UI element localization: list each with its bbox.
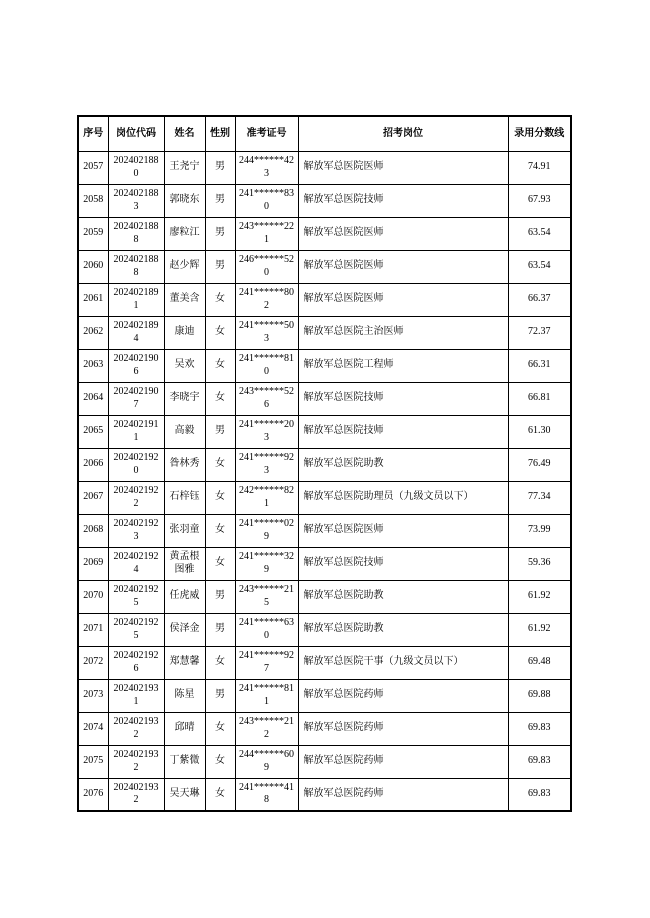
cell-code: 2024021906 (108, 349, 164, 382)
cell-position: 解放军总医院助教 (298, 448, 508, 481)
cell-ticket: 243******212 (235, 712, 298, 745)
table-row (78, 184, 571, 217)
cell-gender: 男 (205, 580, 235, 613)
cell-seq: 2075 (78, 745, 108, 778)
table-header (78, 116, 571, 151)
cell-gender: 男 (205, 151, 235, 184)
cell-position: 解放军总医院技师 (298, 547, 508, 580)
cell-seq: 2059 (78, 217, 108, 250)
header-cell-name: 姓名 (164, 116, 205, 151)
cell-ticket: 243******215 (235, 580, 298, 613)
cell-code: 2024021924 (108, 547, 164, 580)
cell-score: 59.36 (508, 547, 571, 580)
cell-gender: 男 (205, 217, 235, 250)
cell-code: 2024021907 (108, 382, 164, 415)
cell-position: 解放军总医院技师 (298, 382, 508, 415)
cell-score: 63.54 (508, 217, 571, 250)
cell-score: 69.48 (508, 646, 571, 679)
cell-score: 69.88 (508, 679, 571, 712)
cell-name: 赵少辉 (164, 250, 205, 283)
cell-gender: 女 (205, 382, 235, 415)
cell-name: 廖粒江 (164, 217, 205, 250)
cell-score: 73.99 (508, 514, 571, 547)
cell-position: 解放军总医院助理员（九级文员以下） (298, 481, 508, 514)
cell-gender: 女 (205, 481, 235, 514)
cell-ticket: 241******923 (235, 448, 298, 481)
cell-ticket: 244******423 (235, 151, 298, 184)
table-row (78, 778, 571, 811)
header-cell-seq: 序号 (78, 116, 108, 151)
cell-seq: 2076 (78, 778, 108, 811)
cell-code: 2024021925 (108, 580, 164, 613)
cell-name: 黄孟根图雅 (164, 547, 205, 580)
cell-position: 解放军总医院技师 (298, 184, 508, 217)
cell-score: 66.37 (508, 283, 571, 316)
table-body (78, 151, 571, 811)
cell-position: 解放军总医院医师 (298, 283, 508, 316)
table-row (78, 382, 571, 415)
cell-seq: 2060 (78, 250, 108, 283)
cell-gender: 女 (205, 514, 235, 547)
cell-name: 陈星 (164, 679, 205, 712)
cell-seq: 2062 (78, 316, 108, 349)
cell-score: 67.93 (508, 184, 571, 217)
cell-name: 王尧宁 (164, 151, 205, 184)
cell-position: 解放军总医院技师 (298, 415, 508, 448)
cell-seq: 2069 (78, 547, 108, 580)
cell-ticket: 241******927 (235, 646, 298, 679)
table-row (78, 151, 571, 184)
cell-name: 昝林秀 (164, 448, 205, 481)
cell-position: 解放军总医院医师 (298, 217, 508, 250)
cell-seq: 2071 (78, 613, 108, 646)
cell-gender: 男 (205, 415, 235, 448)
cell-code: 2024021922 (108, 481, 164, 514)
cell-ticket: 241******329 (235, 547, 298, 580)
cell-name: 丁紫微 (164, 745, 205, 778)
cell-gender: 女 (205, 778, 235, 811)
cell-gender: 女 (205, 745, 235, 778)
cell-gender: 女 (205, 448, 235, 481)
cell-name: 吴天琳 (164, 778, 205, 811)
cell-position: 解放军总医院干事（九级文员以下） (298, 646, 508, 679)
cell-seq: 2072 (78, 646, 108, 679)
table-row (78, 514, 571, 547)
table-row (78, 679, 571, 712)
cell-score: 61.30 (508, 415, 571, 448)
header-cell-score: 录用分数线 (508, 116, 571, 151)
cell-ticket: 241******802 (235, 283, 298, 316)
table-row (78, 712, 571, 745)
cell-name: 李晓宇 (164, 382, 205, 415)
cell-seq: 2070 (78, 580, 108, 613)
cell-score: 66.81 (508, 382, 571, 415)
cell-code: 2024021932 (108, 712, 164, 745)
cell-position: 解放军总医院医师 (298, 250, 508, 283)
cell-position: 解放军总医院工程师 (298, 349, 508, 382)
cell-seq: 2064 (78, 382, 108, 415)
cell-position: 解放军总医院助教 (298, 580, 508, 613)
cell-seq: 2061 (78, 283, 108, 316)
cell-seq: 2073 (78, 679, 108, 712)
cell-score: 63.54 (508, 250, 571, 283)
cell-seq: 2066 (78, 448, 108, 481)
cell-ticket: 243******221 (235, 217, 298, 250)
cell-name: 侯泽金 (164, 613, 205, 646)
cell-ticket: 241******418 (235, 778, 298, 811)
table-row (78, 217, 571, 250)
cell-position: 解放军总医院药师 (298, 745, 508, 778)
cell-ticket: 241******029 (235, 514, 298, 547)
cell-name: 郭晓东 (164, 184, 205, 217)
cell-name: 董美含 (164, 283, 205, 316)
results-table (77, 115, 572, 812)
table-row (78, 316, 571, 349)
cell-score: 72.37 (508, 316, 571, 349)
cell-position: 解放军总医院药师 (298, 778, 508, 811)
cell-score: 61.92 (508, 613, 571, 646)
cell-ticket: 242******821 (235, 481, 298, 514)
cell-score: 76.49 (508, 448, 571, 481)
cell-seq: 2057 (78, 151, 108, 184)
cell-seq: 2063 (78, 349, 108, 382)
cell-code: 2024021932 (108, 745, 164, 778)
table-row (78, 745, 571, 778)
cell-gender: 男 (205, 184, 235, 217)
cell-gender: 女 (205, 712, 235, 745)
cell-name: 石梓钰 (164, 481, 205, 514)
cell-gender: 女 (205, 283, 235, 316)
header-cell-code: 岗位代码 (108, 116, 164, 151)
header-cell-position: 招考岗位 (298, 116, 508, 151)
cell-seq: 2065 (78, 415, 108, 448)
table-row (78, 580, 571, 613)
table-row (78, 250, 571, 283)
cell-score: 61.92 (508, 580, 571, 613)
cell-position: 解放军总医院药师 (298, 679, 508, 712)
cell-ticket: 241******810 (235, 349, 298, 382)
cell-gender: 男 (205, 613, 235, 646)
cell-position: 解放军总医院药师 (298, 712, 508, 745)
table-row (78, 547, 571, 580)
cell-name: 张羽童 (164, 514, 205, 547)
header-cell-gender: 性别 (205, 116, 235, 151)
cell-gender: 女 (205, 349, 235, 382)
cell-score: 66.31 (508, 349, 571, 382)
cell-code: 2024021920 (108, 448, 164, 481)
cell-ticket: 244******609 (235, 745, 298, 778)
cell-score: 69.83 (508, 778, 571, 811)
cell-code: 2024021894 (108, 316, 164, 349)
cell-name: 郑慧馨 (164, 646, 205, 679)
table-row (78, 448, 571, 481)
table-row (78, 646, 571, 679)
table-row (78, 349, 571, 382)
cell-code: 2024021931 (108, 679, 164, 712)
cell-ticket: 241******203 (235, 415, 298, 448)
cell-score: 69.83 (508, 745, 571, 778)
cell-ticket: 243******526 (235, 382, 298, 415)
cell-name: 任虎威 (164, 580, 205, 613)
cell-position: 解放军总医院医师 (298, 514, 508, 547)
cell-name: 康迪 (164, 316, 205, 349)
cell-name: 邱晴 (164, 712, 205, 745)
cell-ticket: 241******630 (235, 613, 298, 646)
cell-seq: 2068 (78, 514, 108, 547)
cell-score: 74.91 (508, 151, 571, 184)
cell-code: 2024021923 (108, 514, 164, 547)
table-header-row (78, 116, 571, 151)
cell-code: 2024021926 (108, 646, 164, 679)
cell-ticket: 246******520 (235, 250, 298, 283)
cell-gender: 男 (205, 250, 235, 283)
cell-position: 解放军总医院医师 (298, 151, 508, 184)
cell-score: 69.83 (508, 712, 571, 745)
cell-gender: 女 (205, 316, 235, 349)
cell-code: 2024021888 (108, 217, 164, 250)
table-row (78, 481, 571, 514)
cell-code: 2024021932 (108, 778, 164, 811)
header-cell-ticket: 准考证号 (235, 116, 298, 151)
cell-code: 2024021883 (108, 184, 164, 217)
cell-code: 2024021911 (108, 415, 164, 448)
cell-ticket: 241******811 (235, 679, 298, 712)
cell-gender: 男 (205, 679, 235, 712)
cell-position: 解放军总医院主治医师 (298, 316, 508, 349)
table-row (78, 415, 571, 448)
table-row (78, 283, 571, 316)
cell-gender: 女 (205, 547, 235, 580)
cell-code: 2024021888 (108, 250, 164, 283)
cell-seq: 2074 (78, 712, 108, 745)
cell-name: 吴欢 (164, 349, 205, 382)
cell-code: 2024021880 (108, 151, 164, 184)
cell-code: 2024021891 (108, 283, 164, 316)
cell-ticket: 241******830 (235, 184, 298, 217)
table-row (78, 613, 571, 646)
cell-score: 77.34 (508, 481, 571, 514)
cell-position: 解放军总医院助教 (298, 613, 508, 646)
cell-seq: 2067 (78, 481, 108, 514)
cell-ticket: 241******503 (235, 316, 298, 349)
cell-seq: 2058 (78, 184, 108, 217)
cell-gender: 女 (205, 646, 235, 679)
cell-code: 2024021925 (108, 613, 164, 646)
cell-name: 高毅 (164, 415, 205, 448)
